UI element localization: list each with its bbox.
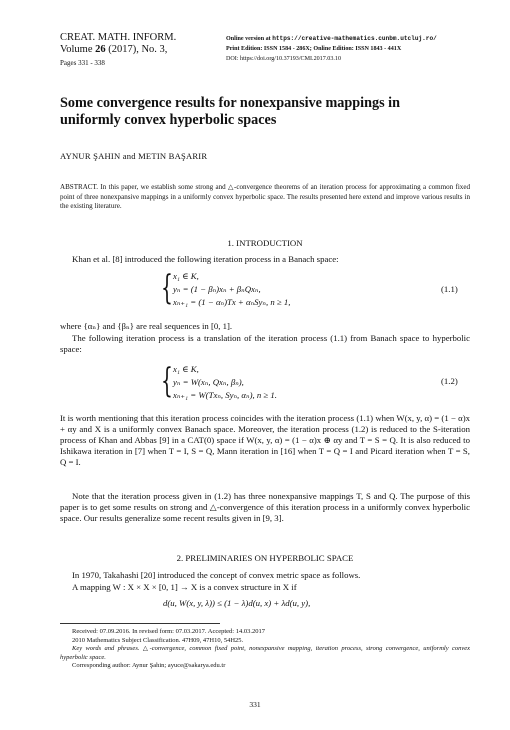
journal-name: CREAT. MATH. INFORM. — [60, 32, 177, 43]
paragraph: Khan et al. [8] introduced the following iteration process in a Banach space: — [72, 254, 339, 264]
page-range: Pages 331 - 338 — [60, 59, 105, 67]
section-heading-introduction: 1. INTRODUCTION — [227, 238, 303, 248]
page-number: 331 — [249, 700, 261, 709]
received-dates: Received: 07.09.2016. In revised form: 07.03.2017. Accepted: 14.03.2017 — [72, 628, 265, 635]
convex-structure-inequality: d(u, W(x, y, λ)) ≤ (1 − λ)d(u, x) + λd(u, y), — [163, 598, 311, 608]
abstract-text: In this paper, we establish some strong and △-convergence theorems of an iteration process for approximating a common fixed point of three nonexpansive mappings in a uniformly convex hyperbolic space. The results presented here extend and improve various results in the existing literature. — [60, 183, 470, 210]
publication-info — [226, 34, 496, 64]
msc-classification: 2010 Mathematics Subject Classification. 47H09, 47H10, 54H25. — [72, 636, 244, 644]
abstract-label: ABSTRACT. — [60, 183, 99, 191]
volume-info: Volume 26 (2017), No. 3, — [60, 44, 168, 55]
author-line: AYNUR ŞAHIN and METIN BAŞARIR — [60, 151, 208, 161]
equation-number: (1.1) — [441, 284, 458, 294]
left-brace: { — [161, 361, 173, 401]
equation-number: (1.2) — [441, 376, 458, 386]
corresponding-author: Corresponding author: Aynur Şahin; ayuce@sakarya.edu.tr — [72, 662, 226, 670]
abstract — [60, 183, 470, 212]
paragraph: Note that the iteration process given in (1.2) has three nonexpansive mappings T, S and Q. The purpose of this paper is to get some results on strong and △-convergence of this iteration process in a uniformly convex hyperbolic space. Our results generalize some recent results given in [9, 3]. — [60, 491, 470, 524]
footnotes — [60, 628, 470, 671]
paper-title: Some convergence results for nonexpansive mappings in uniformly convex hyperbolic spaces — [60, 95, 400, 128]
online-version: Online version at https://creative-mathematics.cunbm.utcluj.ro/ — [226, 35, 437, 42]
online-url[interactable]: https://creative-mathematics.cunbm.utcluj.ro/ — [272, 35, 437, 42]
paragraph: The following iteration process is a translation of the iteration process (1.1) from Banach space to hyperbolic space: — [60, 333, 470, 355]
keywords: Key words and phrases. △-convergence, common fixed point, nonexpansive mapping, iteration process, strong convergence, uniformly convex hyperbolic space. — [60, 645, 470, 661]
paragraph: It is worth mentioning that this iteration process coincides with the iteration process (1.1) when W(x, y, α) = (1 − α)x + αy and X is a uniformly convex Banach space. Moreover, the iteration process (1.2) is reduced to the S-iteration process of Khan and Abbas [9] in a CAT(0) space if W(x, y, α) = (1 − α)x ⊕ αy and T = S = Q. It is also reduced to Ishikawa iteration in [7] when T = I, S = Q, Mann iteration in [16] when T = Q = I and Picard iteration when T = S, Q = I. — [60, 413, 470, 468]
issn-line: Print Edition: ISSN 1584 - 286X; Online Edition: ISSN 1843 - 441X — [226, 46, 402, 52]
footnote-divider — [60, 623, 220, 624]
paragraph: A mapping W : X × X × [0, 1] → X is a convex structure in X if — [72, 582, 297, 592]
paragraph: In 1970, Takahashi [20] introduced the concept of convex metric space as follows. — [72, 570, 361, 580]
doi-line[interactable]: DOI: https://doi.org/10.37193/CMI.2017.03.10 — [226, 56, 341, 62]
paragraph: where {αₙ} and {βₙ} are real sequences in [0, 1]. — [60, 321, 233, 331]
section-heading-preliminaries: 2. PRELIMINARIES ON HYPERBOLIC SPACE — [176, 553, 354, 563]
left-brace: { — [161, 268, 173, 308]
journal-header — [60, 32, 230, 68]
